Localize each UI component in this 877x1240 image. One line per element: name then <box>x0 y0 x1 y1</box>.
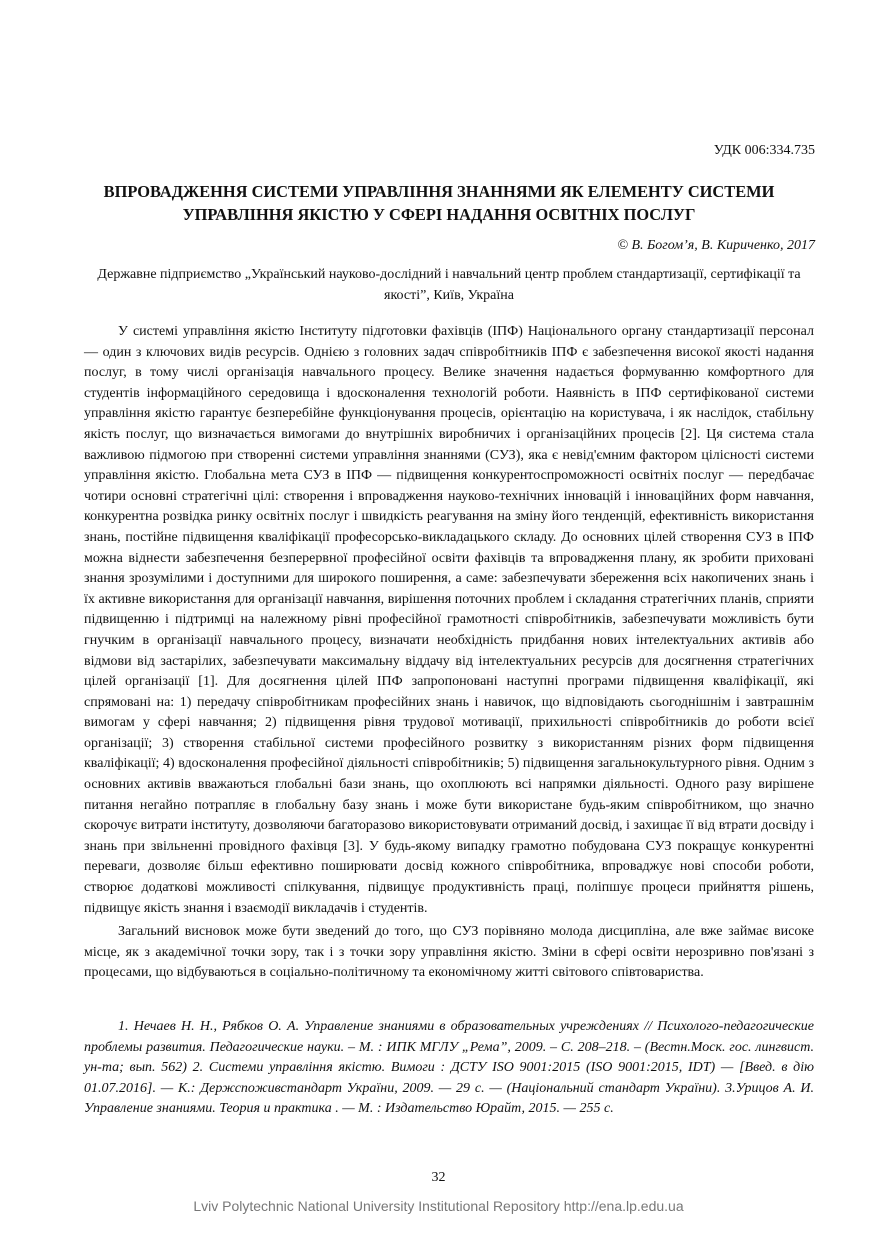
paragraph-2: Загальний висновок може бути зведений до того, що СУЗ порівняно молода дисципліна, але вже займає високе місце, як з академічної точки зору, так і з точки зору управління якістю. Зміни в сфері освіти нерозривно пов'язані з процесами, що відбуваються в соціально-політичному та економічному житті світового співтовариства. <box>84 924 814 981</box>
paragraph-1: У системі управління якістю Інституту підготовки фахівців (ІПФ) Національного органу стандартизації персонал — один з ключових видів ресурсів. Однією з головних задач співробітників ІПФ є забезпечення високої якості надання послуг, в тому числі організація навчального процесу. Велике значення надається формуванню комфортного для студентів інформаційного середовища і вдосконалення технологій роботи. Наявність в ІПФ сертифікованої системи управління якістю гарантує безперебійне функціонування процесів, орієнтацію на користувача, і як наслідок, стабільну якість послуг, що визначається вимогами до внутрішніх виробничих і організаційних процесів [2]. Ця система стала важливою підмогою при створенні системи управління знаннями (СУЗ), яка є невід'ємним фактором цілісності системи управління якістю. Глобальна мета СУЗ в ІПФ — підвищення конкурентоспроможності освітніх послуг — передбачає чотири основні стратегічні цілі: створення і впровадження науково-технічних інновацій і інноваційних форм навчання, конкурентна розвідка ринку освітніх послуг і швидкість реагування на зміну його тенденцій, ефективність використання знань, постійне підвищення кваліфікації професорсько-викладацького складу. До основних цілей створення СУЗ в ІПФ можна віднести забезпечення безперервної професійної освіти фахівців та впровадження плану, як зробити приховані знання зрозумілими і доступними для широкого поширення, а саме: забезпечувати збереження всіх накопичених знань і їх активне використання для організації навчання, вирішення поточних проблем і складання стратегічних планів, сприяти підвищенню і підтримці на належному рівні професійної грамотності співробітників, забезпечувати можливість бути гнучким в організації навчального процесу, визначати необхідність придбання нових інтелектуальних активів або відмови від застарілих, забезпечувати максимальну віддачу від інтелектуальних ресурсів для досягнення стратегічних цілей організації [1]. Для досягнення цілей ІПФ запропоновані наступні програми підвищення кваліфікації, які спрямовані на: 1) передачу співробітникам професійних знань і навичок, що відповідають сьогоднішнім і завтрашнім вимогам у сфері навчання; 2) підвищення рівня трудової мотивації, прихильності співробітників до роботи всієї організації; 3) створення стабільної системи професійного розвитку з використанням різних форм підвищення кваліфікації; 4) вдосконалення професійної діяльності співробітників; 5) підвищення загальнокультурного рівня. Одним з основних активів вважаються глобальні бази знань, що охоплюють всі напрямки діяльності. Одного разу вирішене питання негайно потрапляє в глобальну базу знань і може бути використане будь-яким співробітником, що значно скорочує витрати інституту, дозволяючи багаторазово використовувати отриманий досвід, і захищає її від втрати досвіду і знань при звільненні провідного фахівця [3]. У будь-якому випадку грамотно побудована СУЗ покращує конкурентні переваги, дозволяє більш ефективно поширювати досвід кожного співробітника, впроваджує нові способи роботи, створює додаткові можливості спілкування, підвищує продуктивність праці, поліпшує процеси прийняття рішень, підвищує якість знання і взаємодії викладачів і студентів. <box>84 324 814 916</box>
authors: © В. Богом’я, В. Кириченко, 2017 <box>617 238 815 253</box>
page-number: 32 <box>431 1170 446 1185</box>
udk-code: УДК 006:334.735 <box>713 143 815 158</box>
affiliation: Державне підприємство „Український науково-дослідний і навчальний центр проблем стандартизації, сертифікації та якості”, Київ, Україна <box>97 267 801 303</box>
title-line-2: УПРАВЛІННЯ ЯКІСТЮ У СФЕРІ НАДАННЯ ОСВІТНІХ ПОСЛУГ <box>182 205 696 224</box>
references: 1. Нечаев Н. Н., Рябков О. А. Управление знаниями в образовательных учреждениях // Психолого-педагогические проблемы развития. Педагогические науки. – М. : ИПК МГЛУ „Рема”, 2009. – С. 208–218. – (Вестн.Моск. гос. лингвист. ун-та; вып. 562) 2. Системи управління якістю. Вимоги : ДСТУ ISO 9001:2015 (ISO 9001:2015, IDT) — [Введ. в дію 01.07.2016]. — К.: Держспоживстандарт України, 2009. — 29 с. — (Національний стандарт України). 3.Урицов А. И. Управление знаниями. Теория и практика . — М. : Издательство Юрайт, 2015. — 255 с. <box>84 1019 814 1117</box>
body-text <box>84 322 814 987</box>
repository-footer: Lviv Polytechnic National University Institutional Repository http://ena.lp.edu.ua <box>193 1198 684 1214</box>
paper-title <box>64 180 814 226</box>
title-line-1: ВПРОВАДЖЕННЯ СИСТЕМИ УПРАВЛІННЯ ЗНАННЯМИ ЯК ЕЛЕМЕНТУ СИСТЕМИ <box>103 182 775 201</box>
